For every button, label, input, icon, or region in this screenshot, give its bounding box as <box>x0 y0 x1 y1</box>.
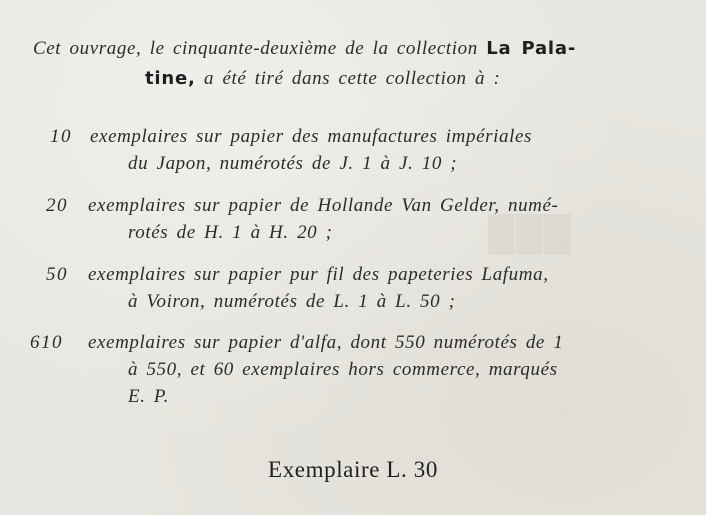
intro-line-2 <box>145 68 500 90</box>
entry-line-hollande-2: rotés de H. 1 à H. 20 ; <box>128 222 333 243</box>
entry-line-alfa-2: à 550, et 60 exemplaires hors commerce, marqués <box>128 359 558 380</box>
collection-name-part-1: La Pala- <box>486 38 577 59</box>
entry-line-hollande-1: exemplaires sur papier de Hollande Van Gelder, numé- <box>88 195 559 216</box>
entry-line-japon-2: du Japon, numérotés de J. 1 à J. 10 ; <box>128 153 458 174</box>
intro-line-1 <box>33 38 576 60</box>
entry-text-japon-1: exemplaires sur papier des manufactures impériales <box>90 126 533 147</box>
entry-count-japon: 10 <box>50 126 72 147</box>
collection-name-part-2: tine, <box>145 68 196 89</box>
intro-text-1: Cet ouvrage, le cinquante-deuxième de la collection <box>33 38 478 59</box>
entry-line-lafuma-2: à Voiron, numérotés de L. 1 à L. 50 ; <box>128 291 456 312</box>
entry-count-hollande: 20 <box>46 195 68 216</box>
entry-line-alfa-3: E. P. <box>128 386 170 407</box>
entry-line-lafuma-1: exemplaires sur papier pur fil des papeteries Lafuma, <box>88 264 549 285</box>
entry-line-japon-1 <box>90 126 672 148</box>
copy-number: Exemplaire L. 30 <box>268 457 438 482</box>
intro-text-2: a été tiré dans cette collection à : <box>204 68 501 89</box>
entry-line-alfa-1: exemplaires sur papier d'alfa, dont 550 numérotés de 1 <box>88 332 564 353</box>
entry-count-alfa: 610 <box>30 332 63 353</box>
show-through-shadow: ███ <box>488 215 573 255</box>
entry-count-lafuma: 50 <box>46 264 68 285</box>
